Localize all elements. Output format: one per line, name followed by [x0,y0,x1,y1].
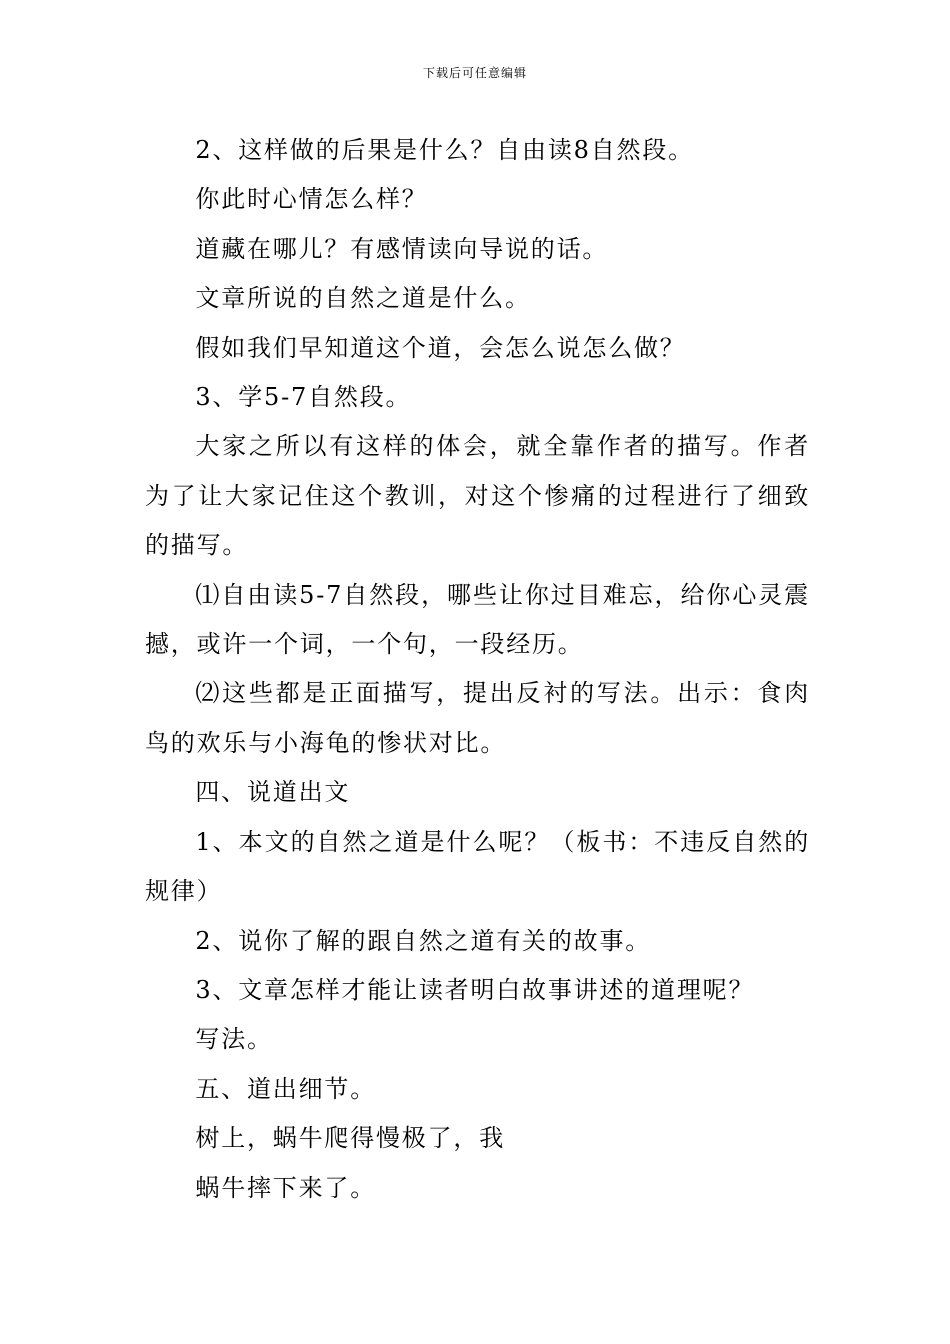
paragraph: 写法。 [195,1025,273,1054]
paragraph: 3、学5-7自然段。 [195,383,412,412]
paragraph: 大家之所以有这样的体会，就全靠作者的描写。作者为了让大家记住这个教训，对这个惨痛的过程进行了细致的描写。 [145,432,810,560]
paragraph: 道藏在哪儿？有感情读向导说的话。 [195,234,609,263]
page-header-note: 下载后可任意编辑 [422,66,527,80]
paragraph: 假如我们早知道这个道，会怎么说怎么做？ [195,333,686,362]
paragraph: 1、本文的自然之道是什么呢？（板书：不违反自然的规律） [145,827,810,906]
paragraph: ⑴自由读5-7自然段，哪些让你过目难忘，给你心灵震撼，或许一个词，一个句，一段经历。 [145,580,810,659]
paragraph: 树上，蜗牛爬得慢极了，我 [195,1124,505,1153]
paragraph: 蜗牛摔下来了。 [195,1173,376,1202]
paragraph: 你此时心情怎么样？ [195,185,428,214]
section-heading: 四、说道出文 [195,778,351,807]
paragraph: 3、文章怎样才能让读者明白故事讲述的道理呢？ [195,975,755,1004]
document-body [145,126,810,1213]
paragraph: 2、这样做的后果是什么？自由读8自然段。 [195,136,694,164]
section-heading: 五、道出细节。 [195,1074,376,1103]
paragraph: 2、说你了解的跟自然之道有关的故事。 [195,926,652,955]
paragraph: 文章所说的自然之道是什么。 [195,284,531,313]
paragraph: ⑵这些都是正面描写，提出反衬的写法。出示：食肉鸟的欢乐与小海龟的惨状对比。 [145,679,810,757]
